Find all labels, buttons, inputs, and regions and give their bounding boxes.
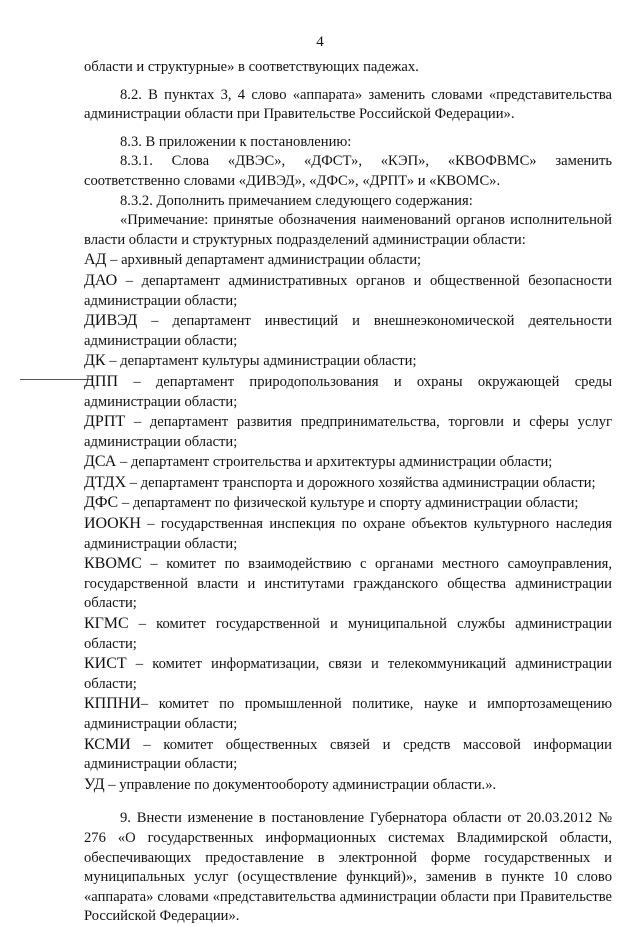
abbreviation-item bbox=[84, 351, 612, 372]
abbreviation-code: ДСА bbox=[84, 453, 117, 471]
abbreviation-code: КГМС bbox=[84, 615, 129, 633]
abbreviation-text: – департамент административных органов и общественной безопасности администрации области; bbox=[84, 272, 612, 309]
abbreviation-item bbox=[84, 452, 612, 473]
abbreviation-text: – департамент культуры администрации области; bbox=[105, 353, 417, 370]
paragraph-9: 9. Внести изменение в постановление Губернатора области от 20.03.2012 № 276 «О государственных информационных системах Владимирской области, обеспечивающих предоставление в электронной форме государственных и муниципальных услуг (осуществление функций)», заменив в пункте 10 слово «аппарата» словами «представительства администрации области при Правительстве Российской Федерации». bbox=[84, 810, 612, 925]
abbreviation-text: – комитет общественных связей и средств массовой информации администрации области; bbox=[84, 736, 612, 773]
abbreviation-item bbox=[84, 735, 612, 775]
abbreviation-item bbox=[84, 250, 612, 271]
paragraph-8-3: 8.3. В приложении к постановлению: bbox=[120, 133, 352, 150]
abbreviation-code: ДПП bbox=[84, 372, 119, 390]
abbreviation-code: ДАО bbox=[84, 271, 118, 289]
abbreviation-code: КППНИ bbox=[84, 695, 141, 713]
abbreviation-text: – комитет по взаимодействию с органами местного самоуправления, государственной власти и институтами гражданского общества администрации области; bbox=[84, 556, 612, 612]
abbreviation-item bbox=[84, 775, 612, 796]
abbreviation-item bbox=[84, 554, 612, 614]
abbreviation-text: – комитет государственной и муниципальной службы администрации области; bbox=[84, 616, 612, 652]
abbreviation-text: – комитет информатизации, связи и телекоммуникаций администрации области; bbox=[84, 656, 612, 692]
abbreviation-item bbox=[84, 372, 612, 412]
document-body bbox=[84, 58, 612, 927]
abbreviation-text: – департамент природопользования и охраны окружающей среды администрации области; bbox=[84, 373, 612, 410]
abbreviation-code: ДТДХ bbox=[84, 473, 127, 491]
scan-mark bbox=[20, 379, 92, 380]
abbreviation-code: КВОМС bbox=[84, 555, 142, 573]
abbreviation-item bbox=[84, 311, 612, 351]
abbreviation-item bbox=[84, 694, 612, 734]
abbreviation-item bbox=[84, 271, 612, 311]
abbreviation-code: УД bbox=[84, 775, 105, 793]
abbreviation-code: КИСТ bbox=[84, 655, 127, 673]
abbreviation-text: – департамент транспорта и дорожного хозяйства администрации области; bbox=[126, 474, 596, 491]
abbreviation-code: ДРПТ bbox=[84, 413, 126, 431]
page-number: 4 bbox=[316, 34, 324, 50]
abbreviation-code: КСМИ bbox=[84, 735, 131, 753]
paragraph-8-2: 8.2. В пунктах 3, 4 слово «аппарата» заменить словами «представительства администрации области при Правительстве Российской Федерации». bbox=[84, 86, 612, 123]
abbreviation-text: – департамент по физической культуре и спорту администрации области; bbox=[118, 495, 579, 512]
abbreviation-code: ДФС bbox=[84, 494, 119, 512]
abbreviation-text: – департамент инвестиций и внешнеэкономической деятельности администрации области; bbox=[84, 313, 612, 349]
abbreviation-item bbox=[84, 654, 612, 694]
abbreviation-text: – архивный департамент администрации области; bbox=[106, 252, 422, 269]
abbreviation-text: – управление по документообороту администрации области.». bbox=[104, 776, 497, 793]
paragraph-8-3-2: 8.3.2. Дополнить примечанием следующего содержания: bbox=[120, 192, 473, 209]
abbreviation-item bbox=[84, 614, 612, 654]
abbreviation-code: ДК bbox=[84, 352, 106, 370]
paragraph-continuation: области и структурные» в соответствующих падежах. bbox=[84, 59, 419, 75]
abbreviation-code: АД bbox=[84, 251, 107, 269]
abbreviation-code: ИООКН bbox=[84, 515, 141, 533]
abbreviation-item bbox=[84, 493, 612, 514]
abbreviation-list bbox=[84, 250, 612, 795]
abbreviation-code: ДИВЭД bbox=[84, 312, 138, 330]
paragraph-8-3-1: 8.3.1. Слова «ДВЭС», «ДФСТ», «КЭП», «КВОФВМС» заменить соответственно словами «ДИВЭД», «ДФС», «ДРПТ» и «КВОМС». bbox=[84, 153, 612, 189]
top-paragraphs bbox=[84, 58, 612, 250]
abbreviation-text: – государственная инспекция по охране объектов культурного наследия администрации области; bbox=[84, 516, 612, 552]
abbreviation-item bbox=[84, 514, 612, 554]
abbreviation-item bbox=[84, 412, 612, 452]
abbreviation-item bbox=[84, 473, 612, 494]
abbreviation-text: – департамент строительства и архитектуры администрации области; bbox=[116, 454, 553, 471]
abbreviation-text: – департамент развития предпринимательства, торговли и сферы услуг администрации области; bbox=[84, 414, 612, 450]
note-intro: «Примечание: принятые обозначения наименований органов исполнительной власти области и структурных подразделений администрации области: bbox=[84, 212, 612, 248]
abbreviation-text: – комитет по промышленной политике, науке и импортозамещению администрации области; bbox=[84, 696, 612, 732]
